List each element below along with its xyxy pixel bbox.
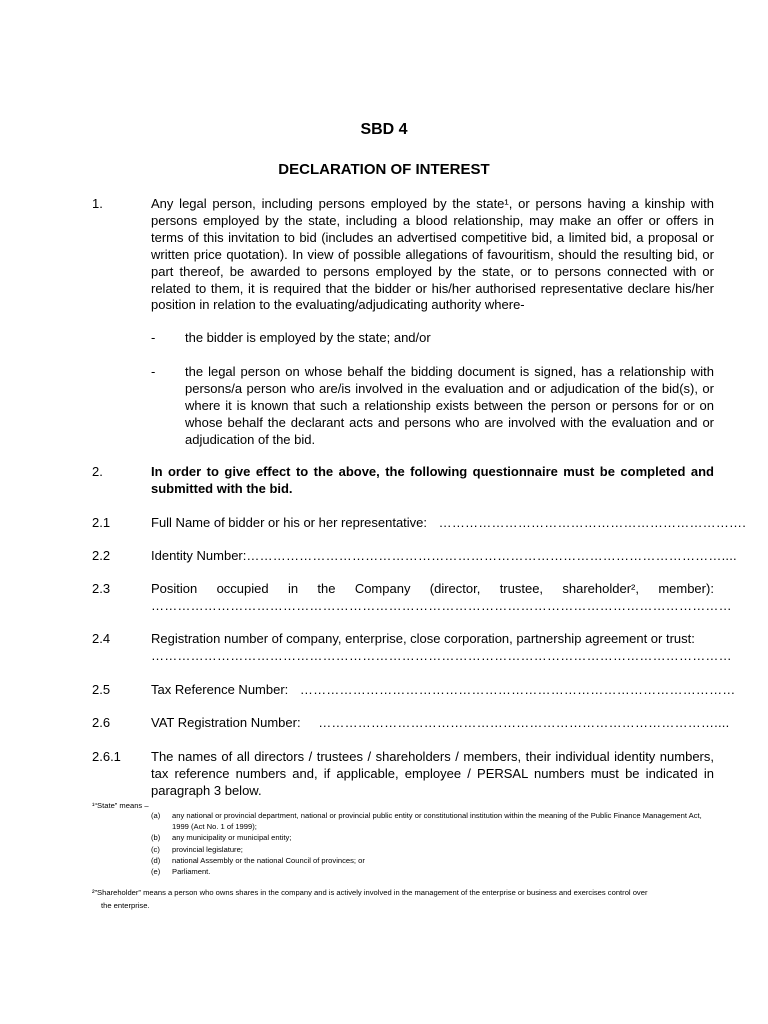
label-word: in [287,581,299,596]
field-label: Registration number of company, enterprise, close corporation, partnership agreement or trust: [151,631,695,646]
footnote-letter: (c) [151,844,160,854]
footnote-state-heading: ¹“State” means – [92,801,149,810]
footnote-text: provincial legislature; [172,844,243,854]
section-text: In order to give effect to the above, the following questionnaire must be completed and submitted with the bid. [151,464,714,496]
label-word: member): [658,581,714,596]
fill-in-line[interactable]: …………………………………………………………………………………………………………………… [151,597,732,613]
field-vat-registration [92,715,730,732]
footnote-letter: (d) [151,855,161,865]
field-label [151,581,714,598]
bullet-dash: - [151,364,156,379]
footnote-letter: (b) [151,833,161,843]
footnote-text: any national or provincial department, national or provincial public entity or constitutional institution within the meaning of the Public Finance Management Act, 1999 (Act No. 1 of 1999); [172,811,702,832]
footnote-state-list [151,810,714,877]
footnote-shareholder-text: ²”Shareholder” means a person who owns shares in the company and is actively involved in the management of the enterprise or business and exercises control over [92,888,648,897]
fill-in-line[interactable]: ……………………………………………………………………………………………….... [246,548,737,563]
field-position [92,581,732,615]
label-word: the [317,581,336,596]
footnote-letter: (a) [151,811,161,820]
label-word: (director, [429,581,481,596]
footnote-shareholder-cont: the enterprise. [101,900,150,910]
bullet-item [151,330,714,347]
field-bidder-name [92,515,747,532]
fill-in-line[interactable]: ……………………………………………………………………………………… [299,682,736,697]
document-code: SBD 4 [360,121,408,138]
label-word: shareholder², [562,581,639,596]
field-label: Full Name of bidder or his or her representative: [151,515,428,530]
field-text: The names of all directors / trustees / shareholders / members, their individual identity numbers, tax reference numbers and, if applicable, employee / PERSAL numbers must be indicated in paragraph 3 below. [151,749,714,798]
label-word: occupied [216,581,269,596]
field-number: 2.2 [92,548,111,563]
footnote-text: Parliament. [172,867,211,877]
field-number: 2.5 [92,682,111,697]
footnote-item [151,810,714,832]
label-word: Position [151,581,198,596]
field-identity-number [92,548,737,565]
fill-in-line[interactable]: …………………………………………………………………………………………………………………… [151,647,732,663]
section-number: 2. [92,464,103,479]
field-number: 2.3 [92,581,111,596]
bullet-item [151,364,714,449]
bullet-dash: - [151,330,156,345]
footnote-shareholder [92,887,714,912]
field-number: 2.6 [92,715,111,730]
field-label: Identity Number: [151,548,247,563]
field-label: Tax Reference Number: [151,682,289,697]
field-number: 2.4 [92,631,111,646]
section-2 [92,464,714,498]
footnote-item [151,866,714,877]
field-label: VAT Registration Number: [151,715,301,730]
bullet-text: the bidder is employed by the state; and/or [185,330,431,345]
footnote-text: any municipality or municipal entity; [172,833,292,843]
label-word: trustee, [499,581,544,596]
section-number: 1. [92,196,103,211]
field-tax-reference [92,682,736,699]
fill-in-line[interactable]: ……………………………………………………………. [438,515,747,530]
field-registration-number [92,631,732,665]
field-directors-note [92,749,714,800]
field-number: 2.1 [92,515,111,530]
fill-in-line[interactable]: ……………………………………………………………………………….... [318,715,730,730]
section-1 [92,196,714,314]
footnote-text: national Assembly or the national Council of provinces; or [172,855,365,865]
footnote-item [151,855,714,866]
document-title: DECLARATION OF INTEREST [278,161,490,178]
label-word: Company [354,581,411,596]
footnote-letter: (e) [151,867,161,877]
field-number: 2.6.1 [92,749,121,764]
footnote-item [151,844,714,855]
section-text: Any legal person, including persons employed by the state¹, or persons having a kinship with persons employed by the state, including a blood relationship, may make an offer or offers in terms of this invitation to bid (includes an advertised competitive bid, a limited bid, a proposal or written price quotation). In view of possible allegations of favouritism, should the resulting bid, or part thereof, be awarded to persons employed by the state, or to persons connected with or related to them, it is required that the bidder or his/her authorised representative declare his/her position in relation to the evaluating/adjudicating authority where- [151,196,714,313]
bullet-text: the legal person on whose behalf the bidding document is signed, has a relationship with persons/a person who are/is involved in the evaluation and or adjudication of the bid(s), or where it is known that such a relationship exists between the person or persons for or on whose behalf the declarant acts and persons who are involved with the evaluation and or adjudication of the bid. [185,364,714,447]
footnote-item [151,832,714,843]
